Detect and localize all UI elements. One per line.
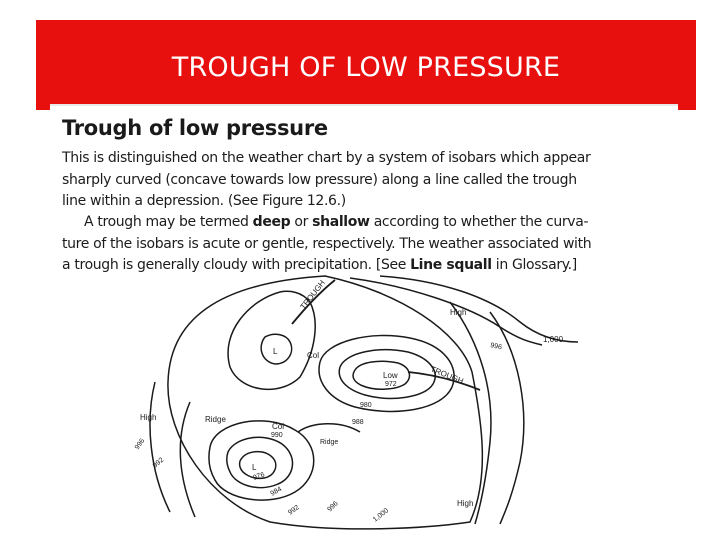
term-line-squall: Line squall bbox=[410, 257, 492, 273]
label-col-top: Col bbox=[307, 351, 320, 360]
paragraph-definition bbox=[62, 148, 678, 213]
term-shallow: shallow bbox=[312, 214, 370, 230]
term-deep: deep bbox=[252, 214, 291, 230]
text-run: according to whether the curva- bbox=[369, 214, 589, 230]
label-low-bottom-value: 976 bbox=[252, 471, 266, 482]
paragraph-line: sharply curved (concave towards low pressure) along a line called the trough bbox=[62, 171, 577, 188]
label-high-top-right: High bbox=[450, 308, 467, 317]
text-run: a trough is generally cloudy with precipitation. [See bbox=[62, 257, 411, 273]
label-isobar-980: 980 bbox=[360, 402, 372, 409]
isobar-left-outer bbox=[150, 382, 170, 512]
paragraph-line: line within a depression. (See Figure 12.6.) bbox=[62, 193, 346, 209]
title-banner bbox=[36, 20, 696, 110]
isobar-ridge bbox=[298, 424, 360, 432]
paragraph-line: ture of the isobars is acute or gentle, respectively. The weather associated with bbox=[62, 235, 592, 252]
label-isobar-1000-bottom: 1,000 bbox=[371, 507, 391, 524]
label-low: Low bbox=[383, 371, 398, 380]
label-isobar-992-bottom: 992 bbox=[287, 504, 301, 517]
isobar-map bbox=[50, 272, 678, 530]
label-l-top: L bbox=[273, 347, 278, 356]
isobar-low-inner bbox=[353, 361, 409, 389]
label-trough-top: TROUGH bbox=[298, 278, 327, 312]
isobar-1000-right bbox=[380, 276, 578, 342]
label-col-mid: Col bbox=[272, 422, 285, 431]
paragraph-line bbox=[62, 212, 678, 234]
label-l-bottom: L bbox=[252, 463, 257, 472]
scanned-excerpt bbox=[50, 104, 678, 531]
text-run: in Glossary.] bbox=[491, 257, 577, 273]
label-high-left: High bbox=[140, 413, 157, 422]
label-isobar-988: 988 bbox=[352, 419, 364, 426]
label-isobar-996-left: 996 bbox=[133, 437, 147, 452]
text-run: A trough may be termed bbox=[84, 214, 253, 230]
label-isobar-996-bottom: 996 bbox=[326, 500, 340, 514]
label-isobar-984-bottom: 984 bbox=[269, 485, 284, 498]
label-isobar-992-left: 992 bbox=[151, 456, 166, 470]
label-col-mid-value: 990 bbox=[271, 432, 283, 439]
paragraph-line: This is distinguished on the weather chart by a system of isobars which appear bbox=[62, 150, 591, 166]
label-trough-right: TROUGH bbox=[429, 364, 465, 386]
isobar-right-descending bbox=[450, 302, 491, 524]
label-isobar-996-right: 996 bbox=[489, 342, 503, 352]
label-isobar-1000-right: 1,000 bbox=[543, 335, 564, 344]
paragraph-depth bbox=[62, 212, 678, 277]
label-ridge-mid: Ridge bbox=[320, 439, 339, 446]
label-ridge-left: Ridge bbox=[205, 415, 226, 424]
excerpt-heading: Trough of low pressure bbox=[62, 116, 328, 140]
label-low-value: 972 bbox=[385, 381, 397, 388]
text-run: or bbox=[290, 214, 313, 230]
label-high-bottom: High bbox=[457, 499, 474, 508]
slide-title: TROUGH OF LOW PRESSURE bbox=[171, 52, 561, 83]
